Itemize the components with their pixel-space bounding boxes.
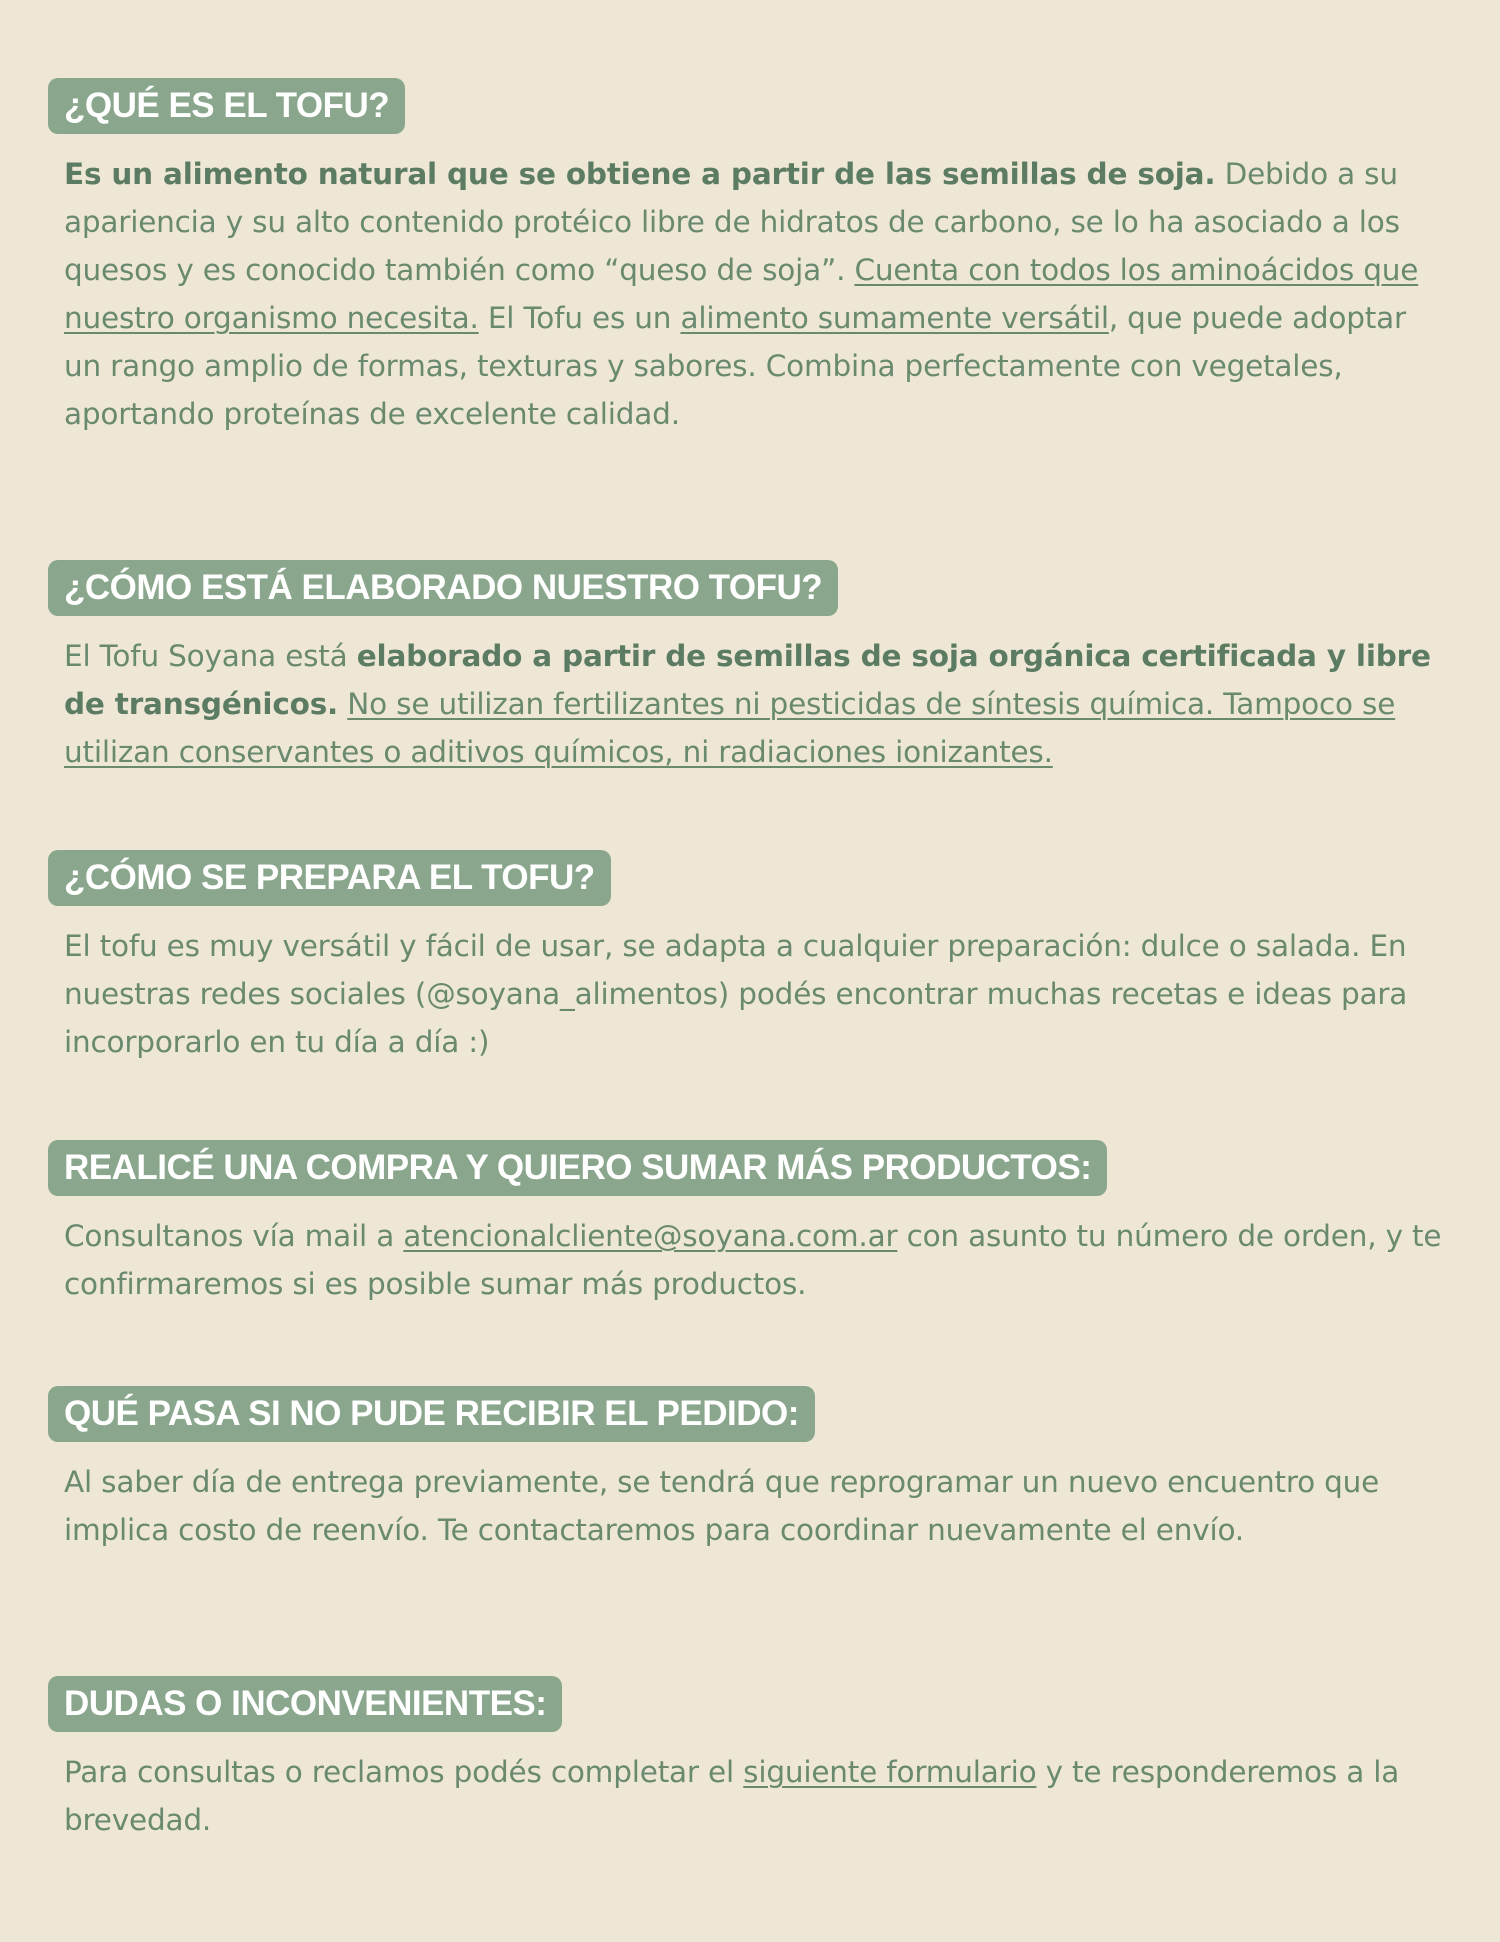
body-text-span: Consultanos vía mail a [64,1219,404,1253]
body-text-span: con asunto tu número de orden, y te confirmaremos si es posible sumar más productos. [64,1219,1442,1301]
underlined-text: alimento sumamente versátil [680,301,1109,335]
faq-section-add-products [48,1140,1448,1308]
body-text-span: Para consultas o reclamos podés completar el [64,1755,744,1789]
section-heading: DUDAS O INCONVENIENTES: [48,1676,562,1732]
section-body [64,1458,1444,1554]
section-body [64,150,1444,438]
email-link[interactable]: atencionalcliente@soyana.com.ar [403,1219,898,1253]
faq-section-how-prepare [48,850,1448,1066]
body-text-span [338,687,347,721]
section-heading: REALICÉ UNA COMPRA Y QUIERO SUMAR MÁS PRODUCTOS: [48,1140,1107,1196]
form-link[interactable]: siguiente formulario [743,1755,1037,1789]
body-text-span: El Tofu Soyana está [64,639,357,673]
body-text-span: El Tofu es un [478,301,681,335]
body-text-span: Debido a su apariencia y su alto contenido protéico libre de hidratos de carbono, se lo ha asociado a los quesos y es conocido también como “queso de soja”. [64,157,1400,287]
body-text-span: y te responderemos a la brevedad. [64,1755,1400,1837]
faq-section-how-made [48,560,1448,776]
faq-section-what-is-tofu [48,78,1448,438]
underlined-text: Cuenta con todos los aminoácidos que nuestro organismo necesita. [64,253,1419,335]
section-body [64,632,1444,776]
body-text-span: Al saber día de entrega previamente, se tendrá que reprogramar un nuevo encuentro que implica costo de reenvío. Te contactaremos para coordinar nuevamente el envío. [64,1465,1380,1547]
faq-section-questions [48,1676,1448,1844]
body-text-span: , que puede adoptar un rango amplio de formas, texturas y sabores. Combina perfectamente con vegetales, aportando proteínas de excelente calidad. [64,301,1406,431]
section-body [64,1748,1444,1844]
bold-text: Es un alimento natural que se obtiene a partir de las semillas de soja. [64,157,1216,191]
section-body [64,922,1444,1066]
section-heading: ¿CÓMO SE PREPARA EL TOFU? [48,850,611,906]
section-body [64,1212,1444,1308]
underlined-text: No se utilizan fertilizantes ni pesticidas de síntesis química. Tampoco se utilizan conservantes o aditivos químicos, ni radiaciones ionizantes. [64,687,1396,769]
bold-text: elaborado a partir de semillas de soja orgánica certificada y libre de transgénicos. [64,639,1431,721]
section-heading: ¿QUÉ ES EL TOFU? [48,78,405,134]
faq-section-missed-delivery [48,1386,1448,1554]
section-heading: ¿CÓMO ESTÁ ELABORADO NUESTRO TOFU? [48,560,838,616]
body-text-span: El tofu es muy versátil y fácil de usar, se adapta a cualquier preparación: dulce o salada. En nuestras redes sociales (@soyana_alimentos) podés encontrar muchas recetas e ideas para incorporarlo en tu día a día :) [64,929,1408,1059]
section-heading: QUÉ PASA SI NO PUDE RECIBIR EL PEDIDO: [48,1386,815,1442]
